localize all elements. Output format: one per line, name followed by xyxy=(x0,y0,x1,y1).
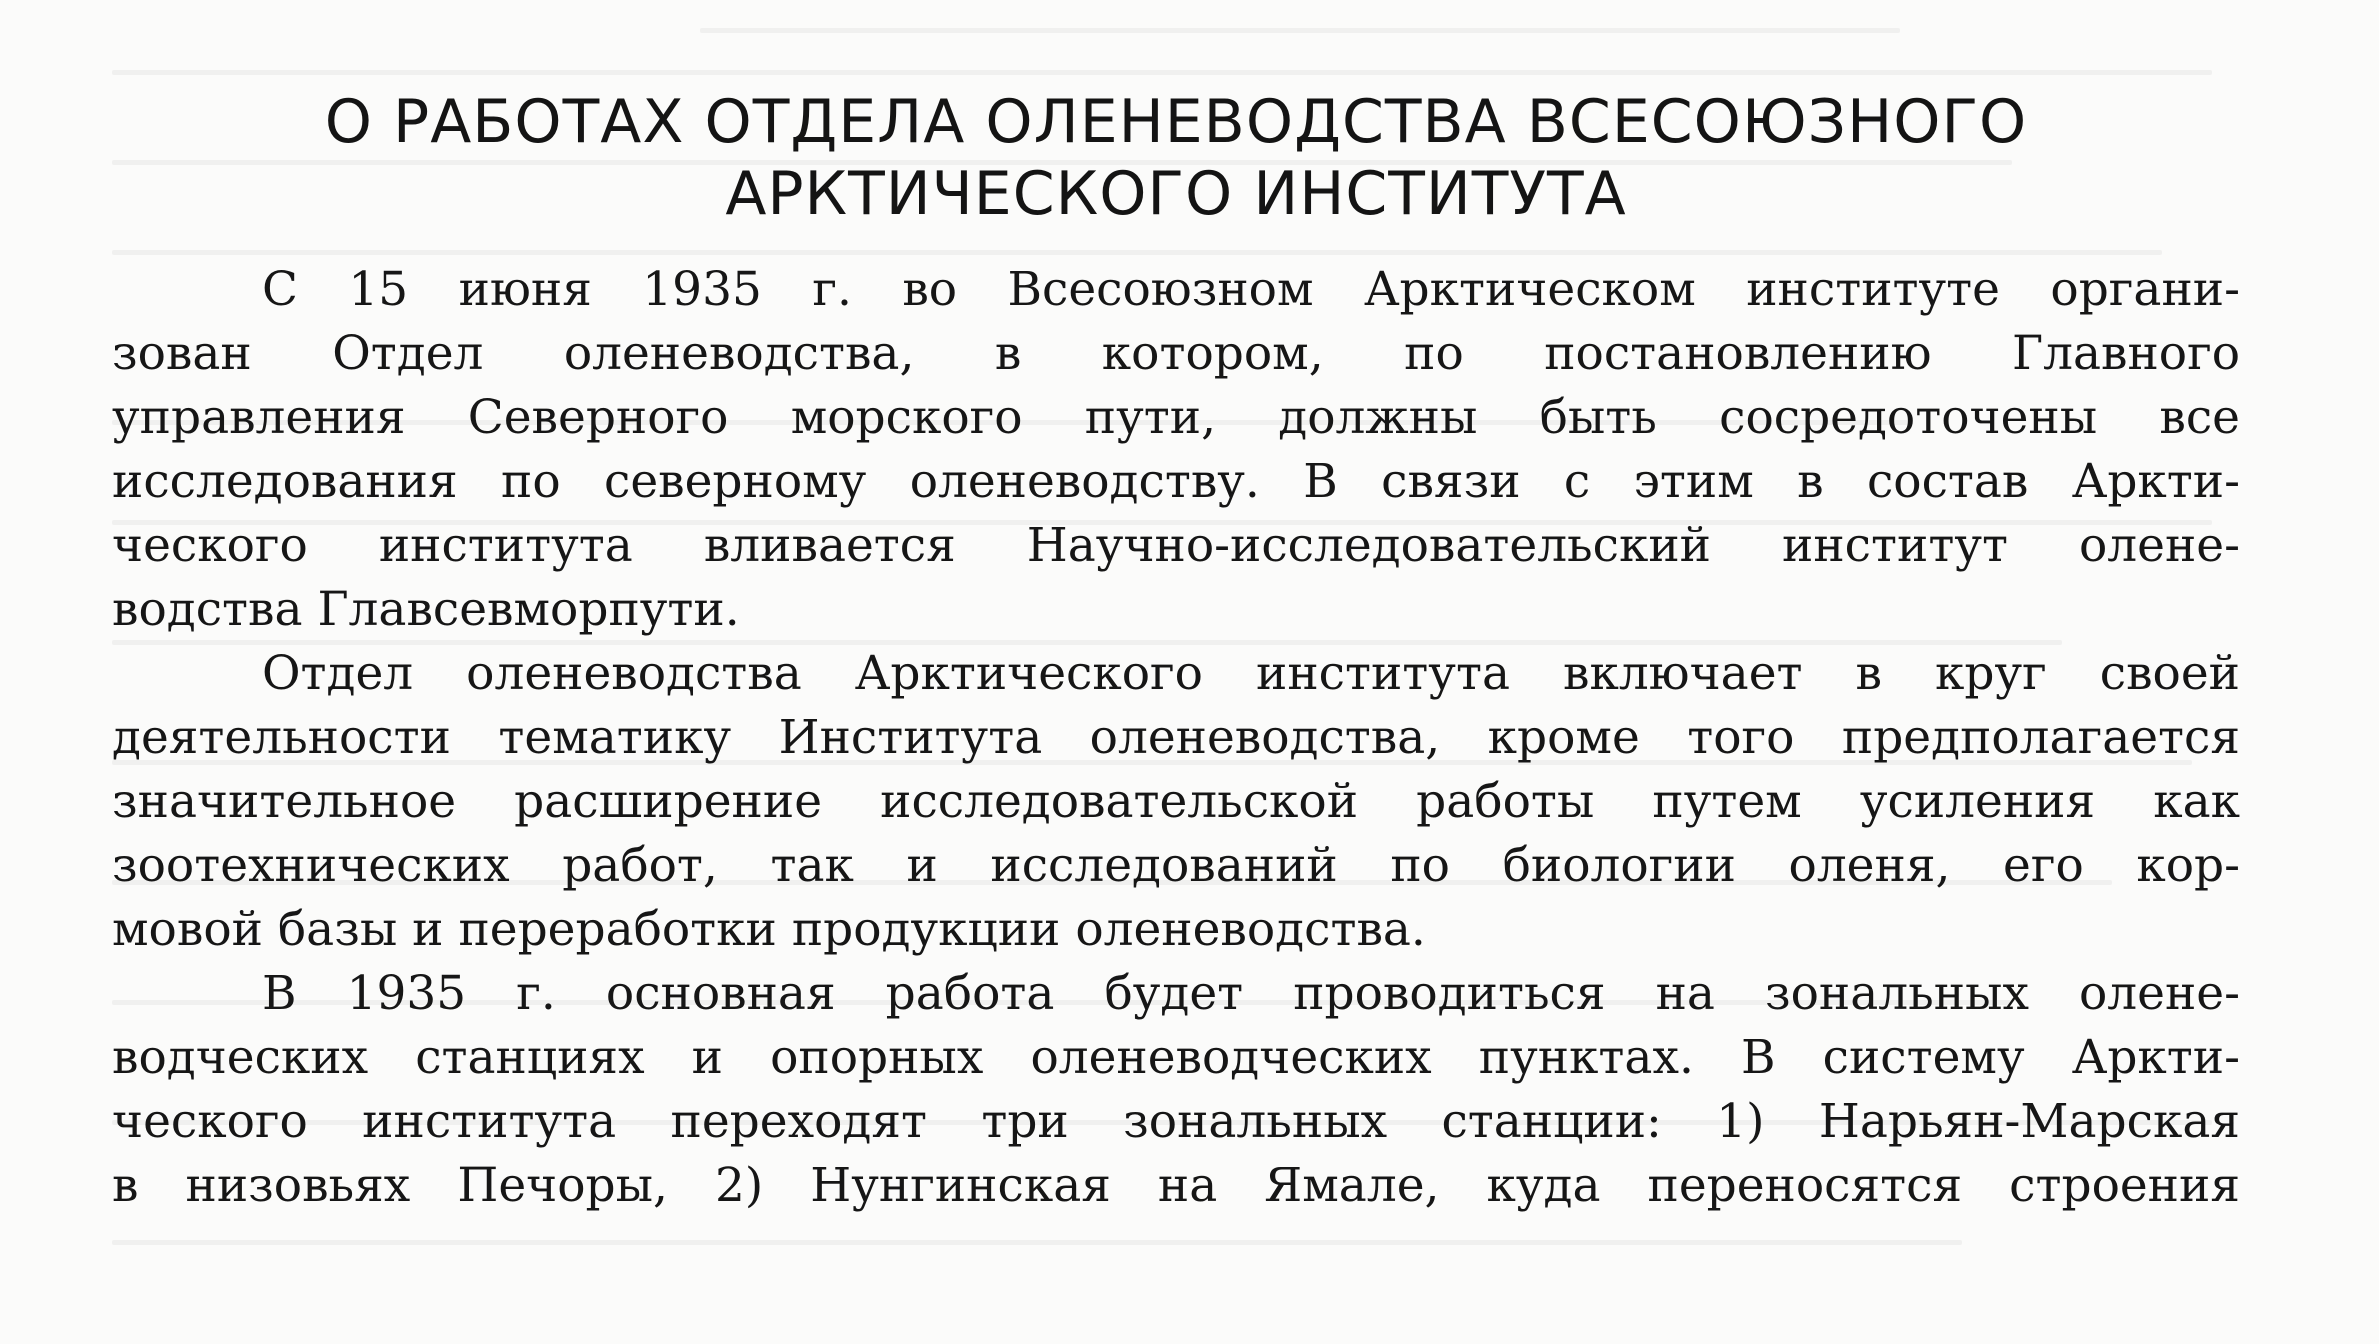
text-line: зован Отдел оленеводства, в котором, по постановлению Главного xyxy=(112,326,2240,381)
text-line: С 15 июня 1935 г. во Всесоюзном Арктическом институте органи- xyxy=(262,262,2240,317)
title-line: АРКТИЧЕСКОГО ИНСТИТУТА xyxy=(725,159,1627,229)
text-line: В 1935 г. основная работа будет проводиться на зональных олене- xyxy=(262,966,2240,1021)
text-line: исследования по северному оленеводству. В связи с этим в состав Аркти- xyxy=(112,454,2240,509)
text-line: ческого института вливается Научно-исследовательский институт олене- xyxy=(112,518,2240,573)
text-line: Отдел оленеводства Арктического института включает в круг своей xyxy=(262,646,2240,701)
text-line: значительное расширение исследовательской работы путем усиления как xyxy=(112,774,2240,829)
text-line: управления Северного морского пути, должны быть сосредоточены все xyxy=(112,390,2240,445)
text-line: мовой базы и переработки продукции оленеводства. xyxy=(112,902,1426,957)
text-line: зоотехнических работ, так и исследований по биологии оленя, его кор- xyxy=(112,838,2240,893)
article-body xyxy=(112,258,2240,1218)
article xyxy=(112,86,2240,1218)
text-line: водческих станциях и опорных оленеводческих пунктах. В систему Аркти- xyxy=(112,1030,2240,1085)
article-title xyxy=(112,86,2240,230)
text-line: деятельности тематику Института оленеводства, кроме того предполагается xyxy=(112,710,2240,765)
paragraph-1 xyxy=(112,258,2240,642)
text-line: в низовьях Печоры, 2) Нунгинская на Ямале, куда переносятся строения xyxy=(112,1158,2240,1213)
text-line: ческого института переходят три зональных станции: 1) Нарьян-Марская xyxy=(112,1094,2240,1149)
title-line: О РАБОТАХ ОТДЕЛА ОЛЕНЕВОДСТВА ВСЕСОЮЗНОГО xyxy=(324,87,2028,157)
text-line: водства Главсевморпути. xyxy=(112,582,740,637)
paragraph-3 xyxy=(112,962,2240,1218)
paragraph-2 xyxy=(112,642,2240,962)
